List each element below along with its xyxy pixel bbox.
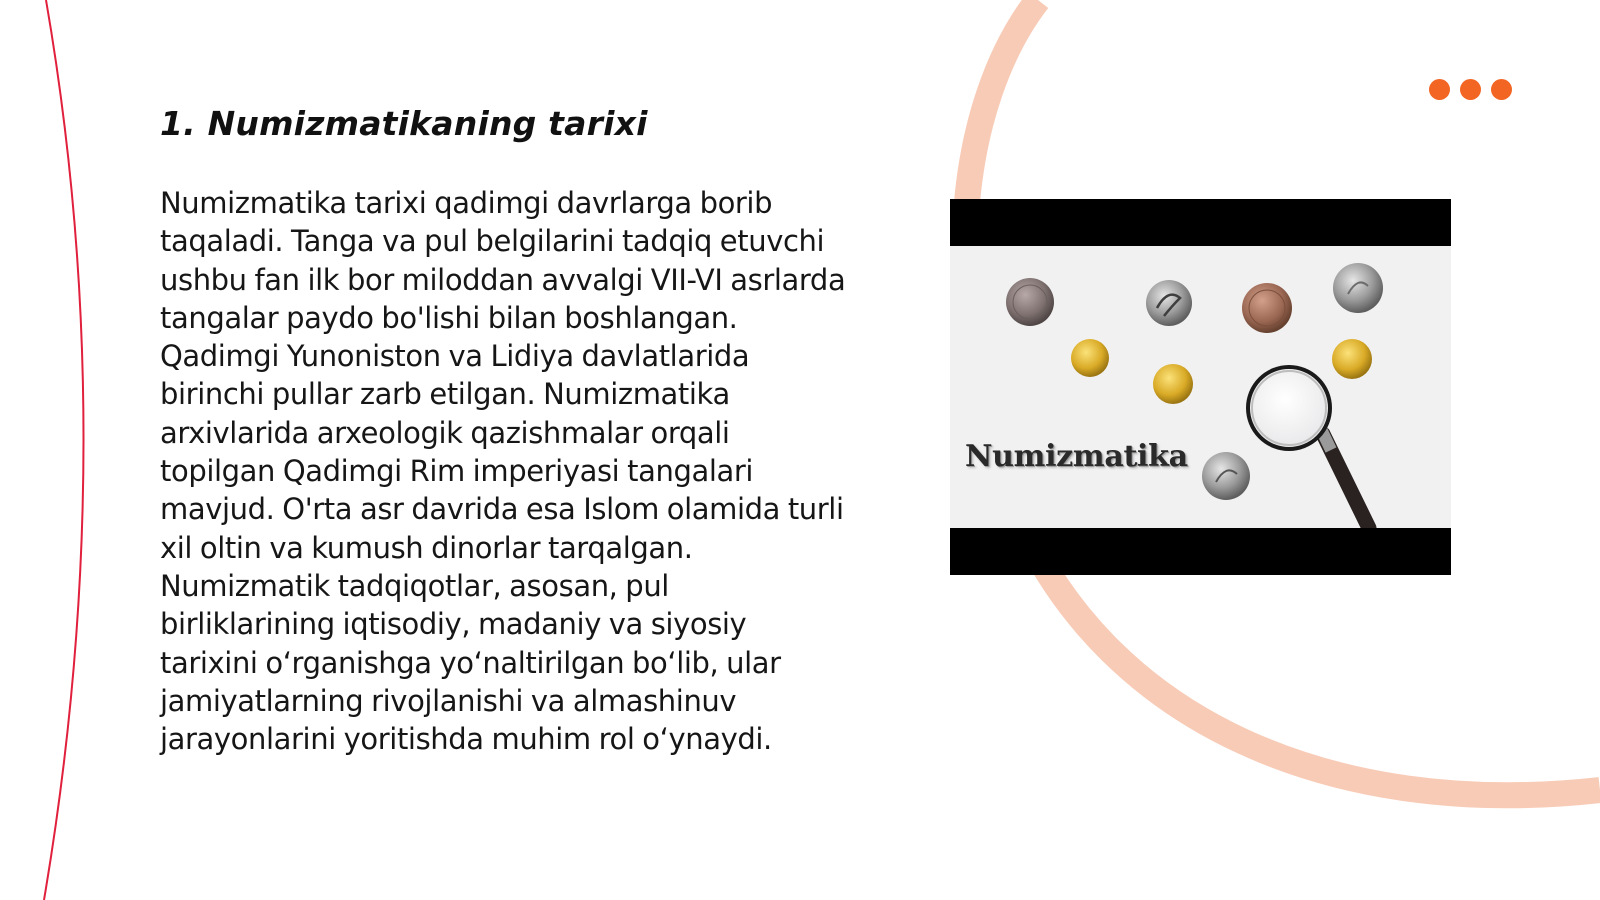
coin-icon — [1006, 278, 1054, 326]
decorative-dots — [1429, 79, 1512, 100]
coin-icon — [1333, 263, 1383, 313]
coin-icon — [1242, 283, 1292, 333]
image-caption: Numizmatika — [965, 439, 1188, 474]
coin-icon — [1332, 339, 1372, 379]
coin-icon — [1146, 280, 1192, 326]
left-accent-line — [44, 0, 84, 900]
dot-2 — [1460, 79, 1481, 100]
coin-icon — [1153, 364, 1193, 404]
slide-body-text: Numizmatika tarixi qadimgi davrlarga borib taqaladi. Tanga va pul belgilarini tadqiq etuvchi ushbu fan ilk bor miloddan avvalgi VII-VI asrlarda tangalar paydo bo'lishi bilan boshlangan. Qadimgi Yunoniston va Lidiya davlatlarida birinchi pullar zarb etilgan. Numizmatika arxivlarida arxeologik qazishmalar orqali topilgan Qadimgi Rim imperiyasi tangalari mavjud. O'rta asr davrida esa Islom olamida turli xil oltin va kumush dinorlar tarqalgan. Numizmatik tadqiqotlar, asosan, pul birliklarining iqtisodiy, madaniy va siyosiy tarixini oʻrganishga yoʻnaltirilgan boʻlib, ular jamiyatlarning rivojlanishi va almashinuv jarayonlarini yoritishda muhim rol oʻynaydi. — [160, 186, 846, 757]
dot-3 — [1491, 79, 1512, 100]
coins-image-content — [950, 246, 1451, 528]
coin-icon — [1071, 339, 1109, 377]
slide-title: 1. Numizmatikaning tarixi — [160, 104, 648, 143]
coin-icon — [1202, 452, 1250, 500]
dot-1 — [1429, 79, 1450, 100]
magnifying-glass-icon — [1248, 367, 1369, 528]
coins-image — [950, 199, 1451, 575]
